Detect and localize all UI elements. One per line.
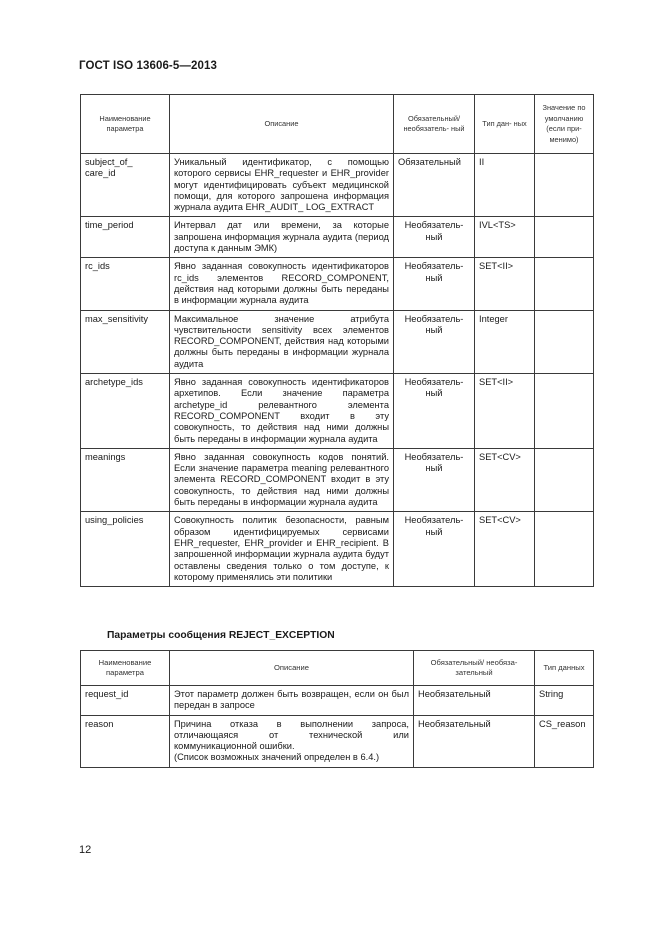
param-required: Обязательный (394, 154, 475, 217)
param-name: using_policies (81, 512, 170, 587)
param-default (535, 512, 594, 587)
table-row (81, 310, 594, 373)
table-row (81, 258, 594, 310)
param-description: Явно заданная совокупность кодов понятий. Если значение параметра meaning релевантного элемента RECORD_COMPONENT входит в эту совокупность, то действия над ними должны быть переданы в информации журнала аудита (170, 448, 394, 511)
param-type: SET<II> (475, 374, 535, 449)
column-header-name: Наименование параметра (81, 95, 170, 154)
param-required: Необязатель- ный (394, 310, 475, 373)
table-row (81, 448, 594, 511)
param-default (535, 258, 594, 310)
param-description: Максимальное значение атрибута чувствительности sensitivity всех элементов RECORD_COMPONENT, действия над которыми должны быть переданы в информации журнала аудита (170, 310, 394, 373)
param-description: Уникальный идентификатор, с помощью которого сервисы EHR_requester и EHR_provider могут идентифицировать субъект медицинской помощи, для которого запрошена информация журнала аудита EHR_AUDIT_ LOG_EXTRACT (170, 154, 394, 217)
column-header-name: Наименование параметра (81, 651, 170, 686)
param-description: Явно заданная совокупность идентификаторов архетипов. Если значение параметра archetype_id релевантного элемента RECORD_COMPONENT входит в эту совокупность, то действия над ними должны быть переданы в информации журнала аудита (170, 374, 394, 449)
param-required: Необязатель- ный (394, 448, 475, 511)
table-row (81, 715, 594, 767)
param-default (535, 310, 594, 373)
table-header-row (81, 95, 594, 154)
param-type: Integer (475, 310, 535, 373)
param-type: SET<CV> (475, 512, 535, 587)
description-note: (Список возможных значений определен в 6.4.) (174, 752, 380, 763)
reject-exception-table (80, 650, 594, 768)
param-type: II (475, 154, 535, 217)
param-required: Необязатель- ный (394, 217, 475, 258)
table-row (81, 217, 594, 258)
param-type: IVL<TS> (475, 217, 535, 258)
column-header-required: Обязательный/ необяза- зательный (414, 651, 535, 686)
param-name: max_sensitivity (81, 310, 170, 373)
column-header-type: Тип данных (535, 651, 594, 686)
param-description (170, 715, 414, 767)
column-header-description: Описание (170, 95, 394, 154)
parameters-table (80, 94, 594, 587)
param-type: String (535, 686, 594, 716)
param-required: Необязатель- ный (394, 512, 475, 587)
param-default (535, 374, 594, 449)
param-name: meanings (81, 448, 170, 511)
column-header-type: Тип дан- ных (475, 95, 535, 154)
column-header-default: Значение по умолчанию (если при- менимо) (535, 95, 594, 154)
table-row (81, 154, 594, 217)
param-name: subject_of_ care_id (81, 154, 170, 217)
section-title: Параметры сообщения REJECT_EXCEPTION (107, 630, 335, 641)
param-default (535, 154, 594, 217)
param-default (535, 217, 594, 258)
param-name: request_id (81, 686, 170, 716)
param-required: Необязательный (414, 715, 535, 767)
param-name: archetype_ids (81, 374, 170, 449)
param-description: Совокупность политик безопасности, равным образом идентифицируемых сервисами EHR_requester, EHR_provider и EHR_recipient. В запрошенной информации журнала аудита будут оставлены сведения только о том доступе, к которому применялись эти политики (170, 512, 394, 587)
param-type: SET<CV> (475, 448, 535, 511)
page-number: 12 (79, 844, 92, 856)
column-header-description: Описание (170, 651, 414, 686)
param-description: Интервал дат или времени, за которые запрошена информация журнала аудита (период доступа к данным ЭМК) (170, 217, 394, 258)
param-name: time_period (81, 217, 170, 258)
param-description: Этот параметр должен быть возвращен, если он был передан в запросе (170, 686, 414, 716)
param-name: reason (81, 715, 170, 767)
param-description: Явно заданная совокупность идентификаторов rc_ids элементов RECORD_COMPONENT, действия над которыми должны быть переданы в информации журнала аудита (170, 258, 394, 310)
description-text: Причина отказа в выполнении запроса, отличающаяся от технической или коммуникационной ошибки. (174, 718, 409, 752)
param-name: rc_ids (81, 258, 170, 310)
param-type: SET<II> (475, 258, 535, 310)
param-required: Необязатель- ный (394, 374, 475, 449)
table-header-row (81, 651, 594, 686)
column-header-required: Обязательный/ необязатель- ный (394, 95, 475, 154)
param-required: Необязательный (414, 686, 535, 716)
document-code: ГОСТ ISO 13606-5—2013 (79, 60, 217, 72)
param-required: Необязатель- ный (394, 258, 475, 310)
param-type: CS_reason (535, 715, 594, 767)
table-row (81, 512, 594, 587)
table-row (81, 686, 594, 716)
param-default (535, 448, 594, 511)
table-row (81, 374, 594, 449)
